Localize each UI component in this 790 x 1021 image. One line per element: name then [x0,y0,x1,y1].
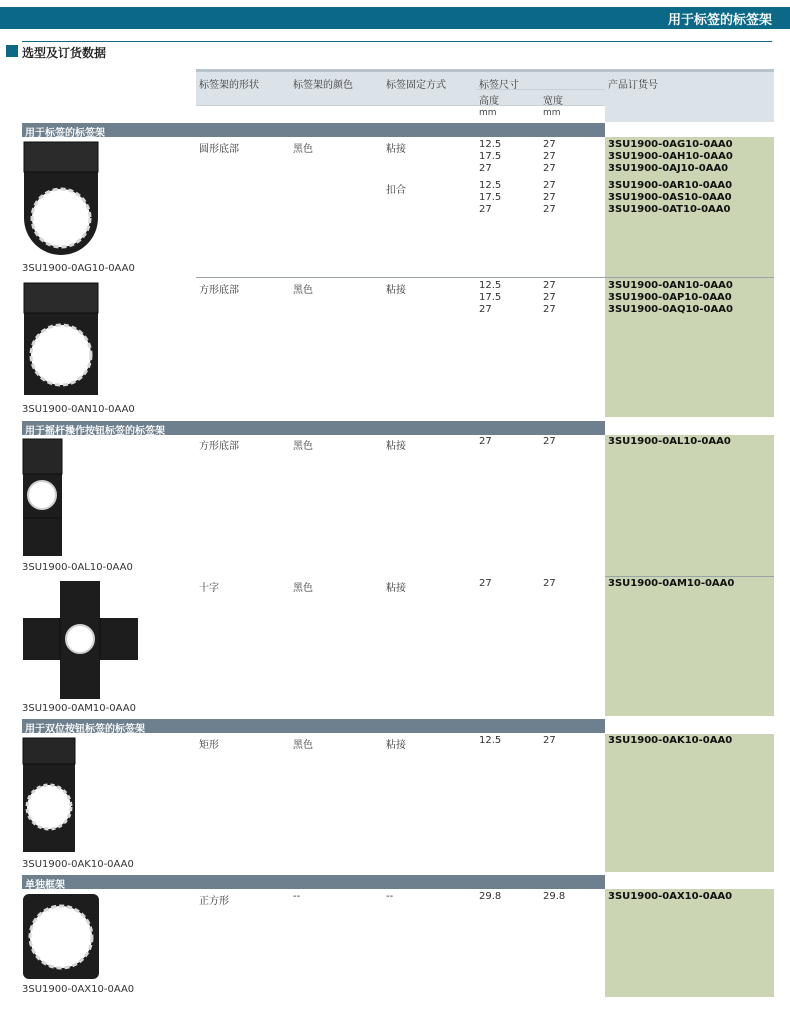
col-header-fix: 标签固定方式 [386,80,446,91]
cell-shape: 方形底部 [199,285,239,296]
product-caption: 3SU1900-0AX10-0AA0 [22,984,135,995]
label-holder-square-image [22,281,100,399]
cell-width: 27 [543,139,556,150]
cell-color: 黑色 [293,441,313,452]
cell-color: 黑色 [293,583,313,594]
order-number: 3SU1900-0AQ10-0AA0 [608,304,733,315]
product-caption: 3SU1900-0AL10-0AA0 [22,562,133,573]
group-bar [22,123,605,137]
cell-height: 27 [479,578,492,589]
cell-fix: 粘接 [386,740,406,751]
cell-height: 17.5 [479,151,502,162]
order-column [605,734,774,872]
cell-height: 27 [479,204,492,215]
product-caption: 3SU1900-0AM10-0AA0 [22,703,136,714]
cell-fix: -- [386,891,394,902]
group-label: 用于标签的标签架 [25,128,105,139]
header-bar [0,7,790,29]
order-number: 3SU1900-0AX10-0AA0 [608,891,733,902]
cell-fix: 粘接 [386,144,406,155]
order-number: 3SU1900-0AK10-0AA0 [608,735,733,746]
order-number: 3SU1900-0AH10-0AA0 [608,151,733,162]
cell-width: 27 [543,735,556,746]
cell-width: 27 [543,204,556,215]
cell-color: -- [293,891,301,902]
group-label: 用于双位按钮标签的标签架 [25,724,145,735]
cell-height: 12.5 [479,180,502,191]
product-caption: 3SU1900-0AG10-0AA0 [22,263,135,274]
order-number: 3SU1900-0AM10-0AA0 [608,578,735,589]
cell-shape: 圆形底部 [199,144,239,155]
group-bar [22,421,605,435]
col-header-order: 产品订货号 [608,80,658,91]
group-bar [22,875,605,889]
cell-height: 12.5 [479,139,502,150]
col-header-height: 高度 [479,96,499,107]
cell-width: 27 [543,151,556,162]
cell-fix: 粘接 [386,441,406,452]
row-divider [196,277,774,278]
section-rule [22,41,772,42]
order-number: 3SU1900-0AT10-0AA0 [608,204,731,215]
label-holder-rectangle-image [22,737,78,855]
order-number: 3SU1900-0AL10-0AA0 [608,436,731,447]
header-title: 用于标签的标签架 [667,13,772,28]
order-number: 3SU1900-0AP10-0AA0 [608,292,732,303]
cell-height: 29.8 [479,891,502,902]
cell-fix: 粘接 [386,583,406,594]
cell-width: 27 [543,180,556,191]
frame-square-image [22,893,100,981]
cell-height: 12.5 [479,735,502,746]
group-bar [22,719,605,733]
col-header-shape: 标签架的形状 [199,80,259,91]
order-number: 3SU1900-0AJ10-0AA0 [608,163,729,174]
product-caption: 3SU1900-0AK10-0AA0 [22,859,134,870]
cell-shape: 十字 [199,583,219,594]
cell-width: 27 [543,292,556,303]
order-number: 3SU1900-0AN10-0AA0 [608,280,733,291]
cell-fix: 扣合 [386,185,406,196]
section-title: 选型及订货数据 [22,46,107,60]
cell-height: 27 [479,163,492,174]
cell-color: 黑色 [293,144,313,155]
col-header-color: 标签架的颜色 [293,80,353,91]
order-number: 3SU1900-0AR10-0AA0 [608,180,733,191]
cell-height: 27 [479,436,492,447]
cell-width: 27 [543,304,556,315]
cell-height: 17.5 [479,192,502,203]
cell-width: 27 [543,280,556,291]
cell-color: 黑色 [293,285,313,296]
cell-width: 29.8 [543,891,566,902]
unit-width: mm [543,108,561,118]
cell-shape: 矩形 [199,740,219,751]
section-marker-icon [6,45,18,57]
cell-width: 27 [543,578,556,589]
order-number: 3SU1900-0AG10-0AA0 [608,139,733,150]
group-label: 单独框架 [25,880,65,891]
col-header-size: 标签尺寸 [479,80,519,91]
label-holder-rocker-image [22,438,64,558]
cell-width: 27 [543,436,556,447]
unit-height: mm [479,108,497,118]
cell-height: 17.5 [479,292,502,303]
label-holder-cross-image [22,580,140,700]
order-number: 3SU1900-0AS10-0AA0 [608,192,732,203]
cell-height: 12.5 [479,280,502,291]
cell-width: 27 [543,163,556,174]
cell-color: 黑色 [293,740,313,751]
table-header-rule [196,69,774,72]
row-divider [605,576,774,577]
cell-fix: 粘接 [386,285,406,296]
cell-shape: 正方形 [199,896,229,907]
col-header-width: 宽度 [543,96,563,107]
group-label: 用于摇杆操作按钮标签的标签架 [25,426,165,437]
cell-width: 27 [543,192,556,203]
cell-height: 27 [479,304,492,315]
label-holder-round-image [22,140,100,260]
product-caption: 3SU1900-0AN10-0AA0 [22,404,135,415]
order-column [605,889,774,997]
cell-shape: 方形底部 [199,441,239,452]
